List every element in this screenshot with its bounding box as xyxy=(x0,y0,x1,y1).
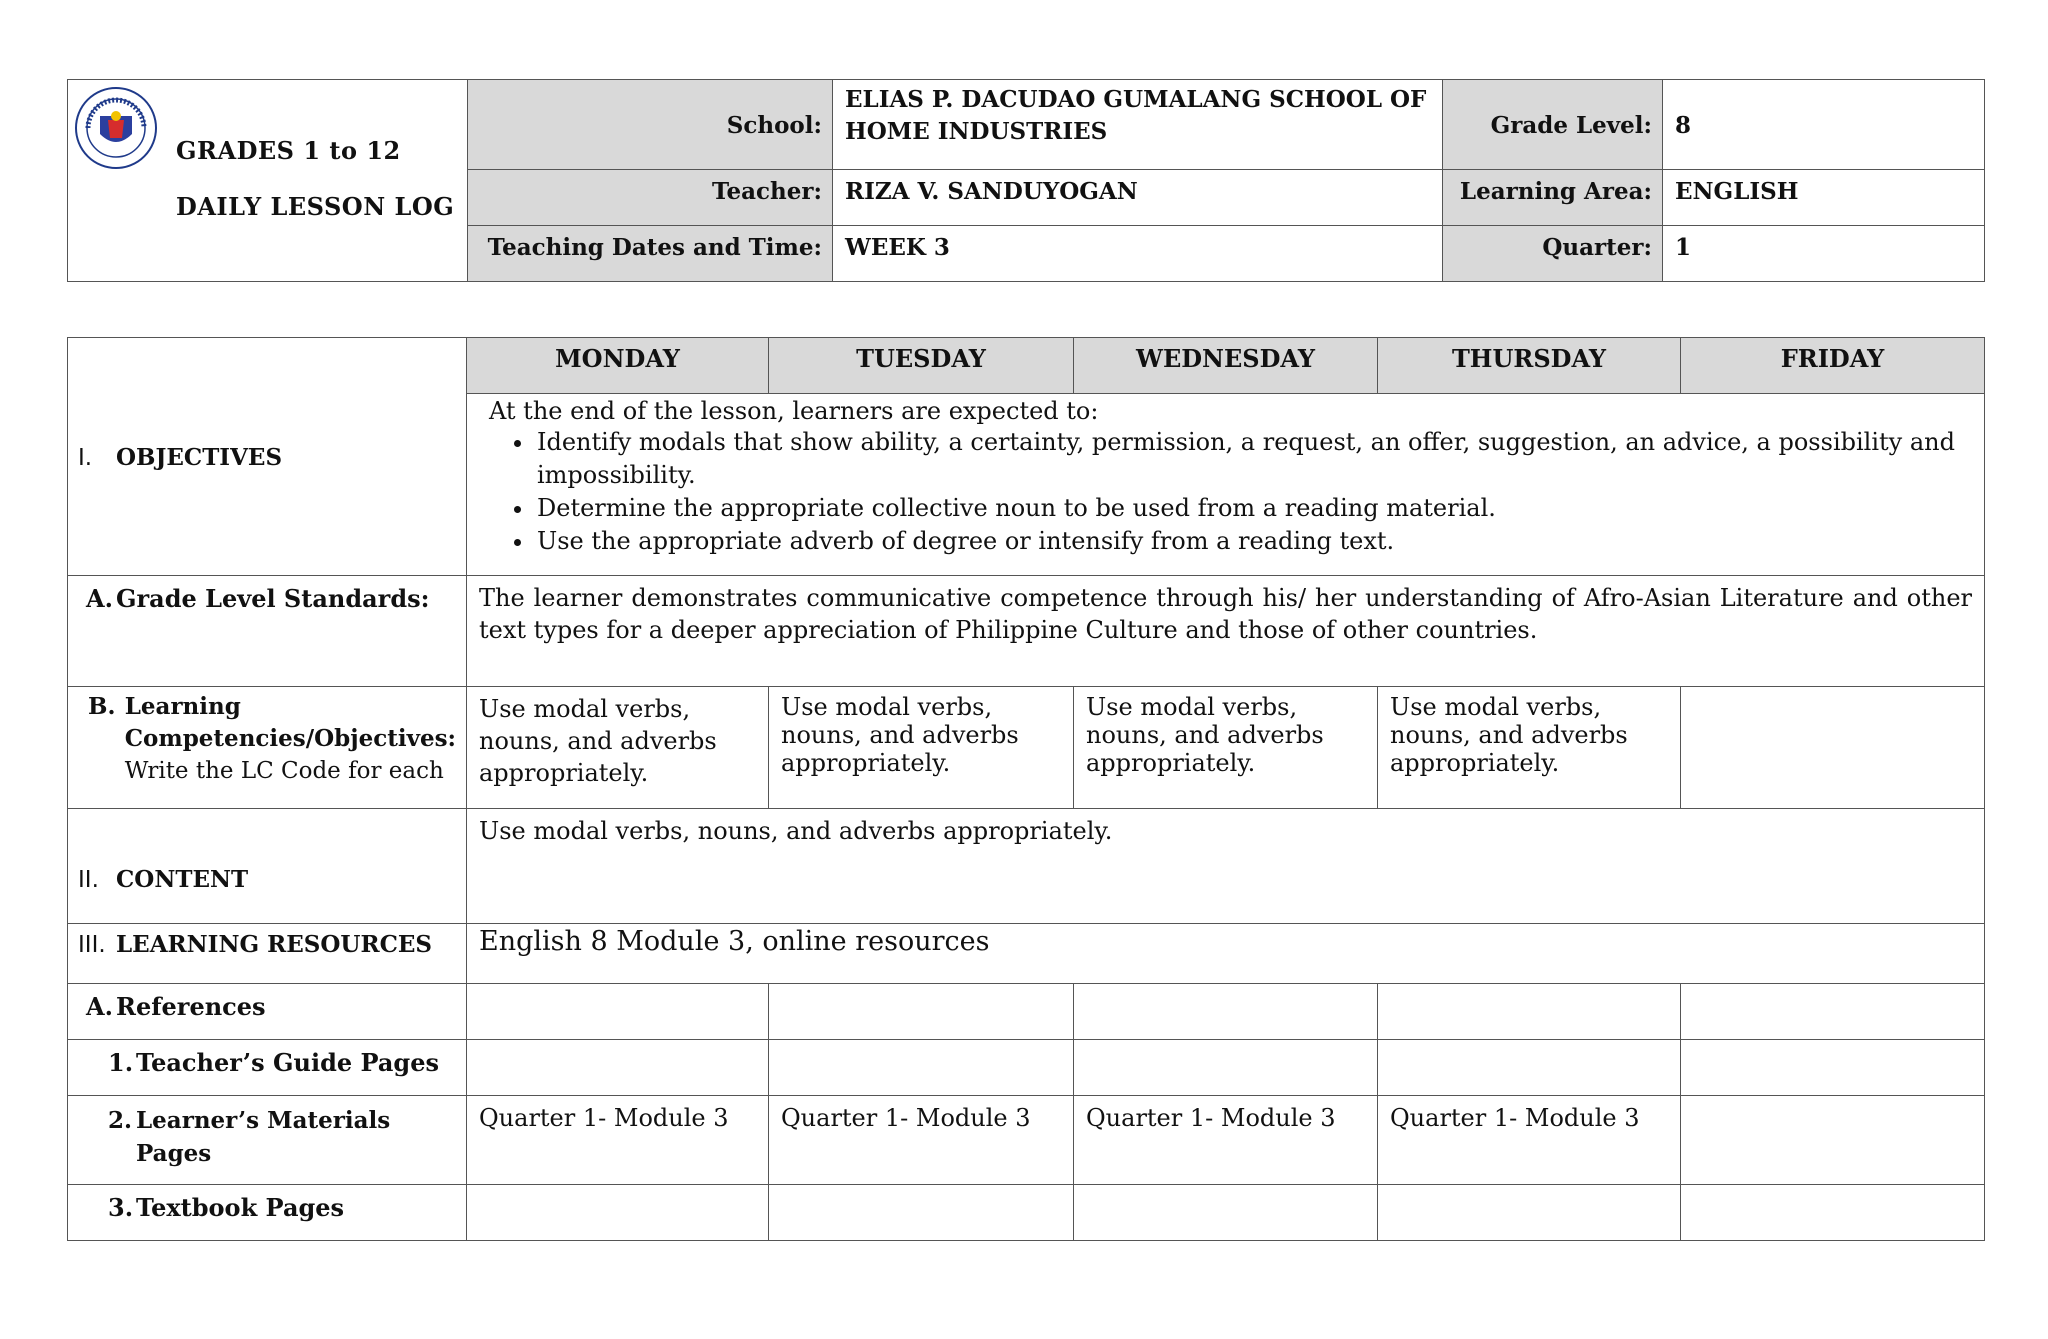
textbook-num: 3. xyxy=(108,1193,134,1222)
competency-friday xyxy=(1681,687,1985,809)
learners-materials-label: Learner’s Materials Pages xyxy=(136,1107,391,1167)
day-friday: FRIDAY xyxy=(1681,338,1985,394)
quarter-value: 1 xyxy=(1663,226,1985,282)
title-cell xyxy=(68,80,468,282)
teachers-guide-label: Teacher’s Guide Pages xyxy=(136,1048,439,1077)
learners-materials-friday xyxy=(1681,1096,1985,1185)
teachers-guide-monday xyxy=(467,1040,769,1096)
learners-materials-thursday: Quarter 1- Module 3 xyxy=(1378,1096,1681,1185)
resources-label: LEARNING RESOURCES xyxy=(116,931,433,958)
objectives-roman: I. xyxy=(78,444,93,471)
teacher-value: RIZA V. SANDUYOGAN xyxy=(833,170,1443,226)
teaching-dates-value: WEEK 3 xyxy=(833,226,1443,282)
day-wednesday: WEDNESDAY xyxy=(1074,338,1378,394)
school-value: ELIAS P. DACUDAO GUMALANG SCHOOL OF HOME INDUSTRIES xyxy=(833,80,1443,170)
day-thursday: THURSDAY xyxy=(1378,338,1681,394)
textbook-thursday xyxy=(1378,1185,1681,1241)
school-label: School: xyxy=(468,80,833,170)
learners-materials-tuesday: Quarter 1- Module 3 xyxy=(769,1096,1074,1185)
objective-item: • Identify modals that show ability, a certainty, permission, a request, an offer, suggestion, an advice, a possibility and impossibility. xyxy=(535,426,1984,492)
standards-label-cell xyxy=(68,576,467,687)
textbook-label: Textbook Pages xyxy=(136,1193,345,1222)
standards-label: Grade Level Standards: xyxy=(116,584,430,613)
references-tuesday xyxy=(769,984,1074,1040)
teachers-guide-wednesday xyxy=(1074,1040,1378,1096)
competencies-letter: B. xyxy=(88,693,116,720)
learners-materials-monday: Quarter 1- Module 3 xyxy=(467,1096,769,1185)
references-friday xyxy=(1681,984,1985,1040)
objectives-cell xyxy=(467,394,1985,576)
objectives-label: OBJECTIVES xyxy=(116,443,283,471)
objectives-list xyxy=(467,426,1984,558)
objectives-lead: At the end of the lesson, learners are expected to: xyxy=(489,397,1099,425)
competency-thursday: Use modal verbs, nouns, and adverbs appropriately. xyxy=(1378,687,1681,809)
learners-materials-label-cell xyxy=(68,1096,467,1185)
objective-item: • Use the appropriate adverb of degree or intensify from a reading text. xyxy=(535,525,1984,558)
competencies-label-cell xyxy=(68,687,467,809)
learners-materials-wednesday: Quarter 1- Module 3 xyxy=(1074,1096,1378,1185)
content-label-cell xyxy=(68,809,467,924)
teacher-label: Teacher: xyxy=(468,170,833,226)
deped-seal-icon xyxy=(74,86,158,170)
content-text: Use modal verbs, nouns, and adverbs appropriately. xyxy=(467,809,1985,924)
lesson-log-table xyxy=(67,337,1985,1241)
references-letter: A. xyxy=(86,992,113,1021)
learning-area-value: ENGLISH xyxy=(1663,170,1985,226)
log-title-dll: DAILY LESSON LOG xyxy=(176,192,455,221)
learning-area-label: Learning Area: xyxy=(1443,170,1663,226)
references-wednesday xyxy=(1074,984,1378,1040)
teachers-guide-tuesday xyxy=(769,1040,1074,1096)
content-label: CONTENT xyxy=(116,866,249,893)
objectives-header-cell xyxy=(68,338,467,576)
competencies-label: Learning Competencies/Objectives: xyxy=(124,693,457,752)
quarter-label: Quarter: xyxy=(1443,226,1663,282)
textbook-friday xyxy=(1681,1185,1985,1241)
grade-level-value: 8 xyxy=(1663,80,1985,170)
grade-level-label: Grade Level: xyxy=(1443,80,1663,170)
resources-roman: III. xyxy=(78,932,106,958)
references-label-cell xyxy=(68,984,467,1040)
teachers-guide-friday xyxy=(1681,1040,1985,1096)
textbook-tuesday xyxy=(769,1185,1074,1241)
competencies-note: Write the LC Code for each xyxy=(124,758,444,784)
references-thursday xyxy=(1378,984,1681,1040)
log-title-grades: GRADES 1 to 12 xyxy=(176,136,401,165)
objective-item: • Determine the appropriate collective noun to be used from a reading material. xyxy=(535,492,1984,525)
content-roman: II. xyxy=(78,867,99,893)
teachers-guide-num: 1. xyxy=(108,1048,134,1077)
header-table xyxy=(67,79,1985,282)
day-monday: MONDAY xyxy=(467,338,769,394)
standards-letter: A. xyxy=(86,584,113,613)
competency-wednesday: Use modal verbs, nouns, and adverbs appropriately. xyxy=(1074,687,1378,809)
textbook-wednesday xyxy=(1074,1185,1378,1241)
teaching-dates-label: Teaching Dates and Time: xyxy=(468,226,833,282)
textbook-label-cell xyxy=(68,1185,467,1241)
day-tuesday: TUESDAY xyxy=(769,338,1074,394)
standards-text: The learner demonstrates communicative competence through his/ her understanding of Afro-Asian Literature and other text types for a deeper appreciation of Philippine Culture and those of other countries. xyxy=(467,576,1985,687)
competency-tuesday: Use modal verbs, nouns, and adverbs appropriately. xyxy=(769,687,1074,809)
teachers-guide-thursday xyxy=(1378,1040,1681,1096)
competency-monday: Use modal verbs, nouns, and adverbs appropriately. xyxy=(467,687,769,809)
references-monday xyxy=(467,984,769,1040)
textbook-monday xyxy=(467,1185,769,1241)
resources-label-cell xyxy=(68,924,467,984)
references-label: References xyxy=(116,992,266,1021)
teachers-guide-label-cell xyxy=(68,1040,467,1096)
resources-text: English 8 Module 3, online resources xyxy=(467,924,1985,984)
learners-materials-num: 2. xyxy=(108,1107,133,1134)
